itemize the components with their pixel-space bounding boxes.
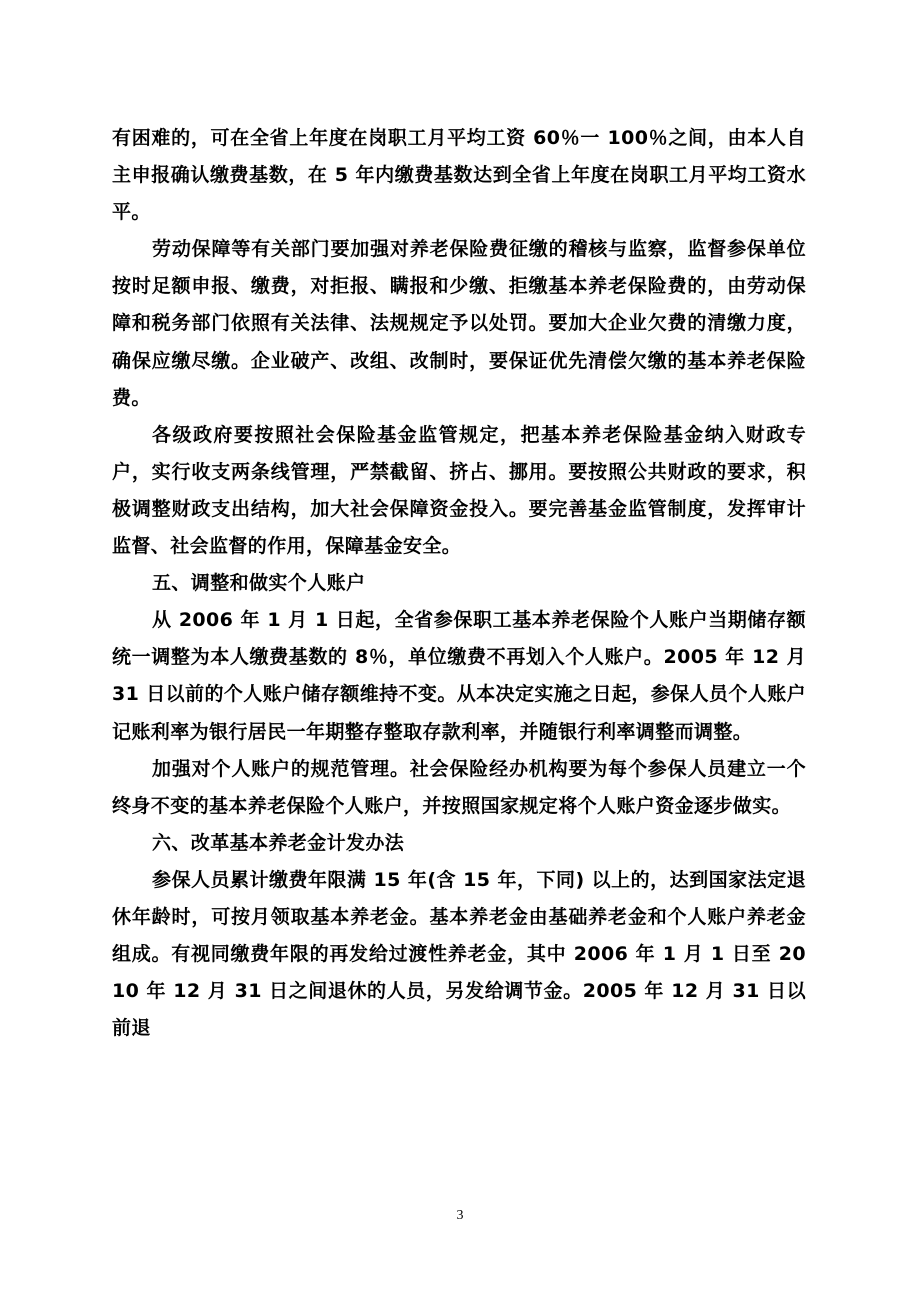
document-body	[112, 120, 806, 1047]
section-heading-pension-calculation: 六、改革基本养老金计发办法	[152, 831, 405, 854]
paragraph-account-adjustment: 从 2006 年 1 月 1 日起，全省参保职工基本养老保险个人账户当期储存额统一调整为本人缴费基数的 8％，单位缴费不再划入个人账户。2005 年 12 月 31 日以前的个人账户储存额维持不变。从本决定实施之日起，参保人员个人账户记账利率为银行居民一年期整存整取存款利率，并随银行利率调整而调整。	[112, 609, 806, 743]
paragraph-contribution-audit: 劳动保障等有关部门要加强对养老保险费征缴的稽核与监察，监督参保单位按时足额申报、缴费，对拒报、瞒报和少缴、拒缴基本养老保险费的，由劳动保障和税务部门依照有关法律、法规规定予以处罚。要加大企业欠费的清缴力度，确保应缴尽缴。企业破产、改组、改制时，要保证优先清偿欠缴的基本养老保险费。	[112, 238, 806, 409]
paragraph-account-management: 加强对个人账户的规范管理。社会保险经办机构要为每个参保人员建立一个终身不变的基本养老保险个人账户，并按照国家规定将个人账户资金逐步做实。	[112, 757, 806, 817]
paragraph-pension-eligibility: 参保人员累计缴费年限满 15 年(含 15 年，下同) 以上的，达到国家法定退休年龄时，可按月领取基本养老金。基本养老金由基础养老金和个人账户养老金组成。有视同缴费年限的再发给过渡性养老金，其中 2006 年 1 月 1 日至 2010 年 12 月 31 日之间退休的人员，另发给调节金。2005 年 12 月 31 日以前退	[112, 868, 806, 1040]
paragraph-continuation: 有困难的，可在全省上年度在岗职工月平均工资 60％一 100％之间，由本人自主申报确认缴费基数，在 5 年内缴费基数达到全省上年度在岗职工月平均工资水平。	[112, 127, 806, 224]
paragraph-fund-supervision: 各级政府要按照社会保险基金监管规定，把基本养老保险基金纳入财政专户，实行收支两条线管理，严禁截留、挤占、挪用。要按照公共财政的要求，积极调整财政支出结构，加大社会保障资金投入。要完善基金监管制度，发挥审计监督、社会监督的作用，保障基金安全。	[112, 423, 806, 558]
page-number: 3	[456, 1208, 464, 1223]
section-heading-individual-accounts: 五、调整和做实个人账户	[152, 572, 366, 595]
